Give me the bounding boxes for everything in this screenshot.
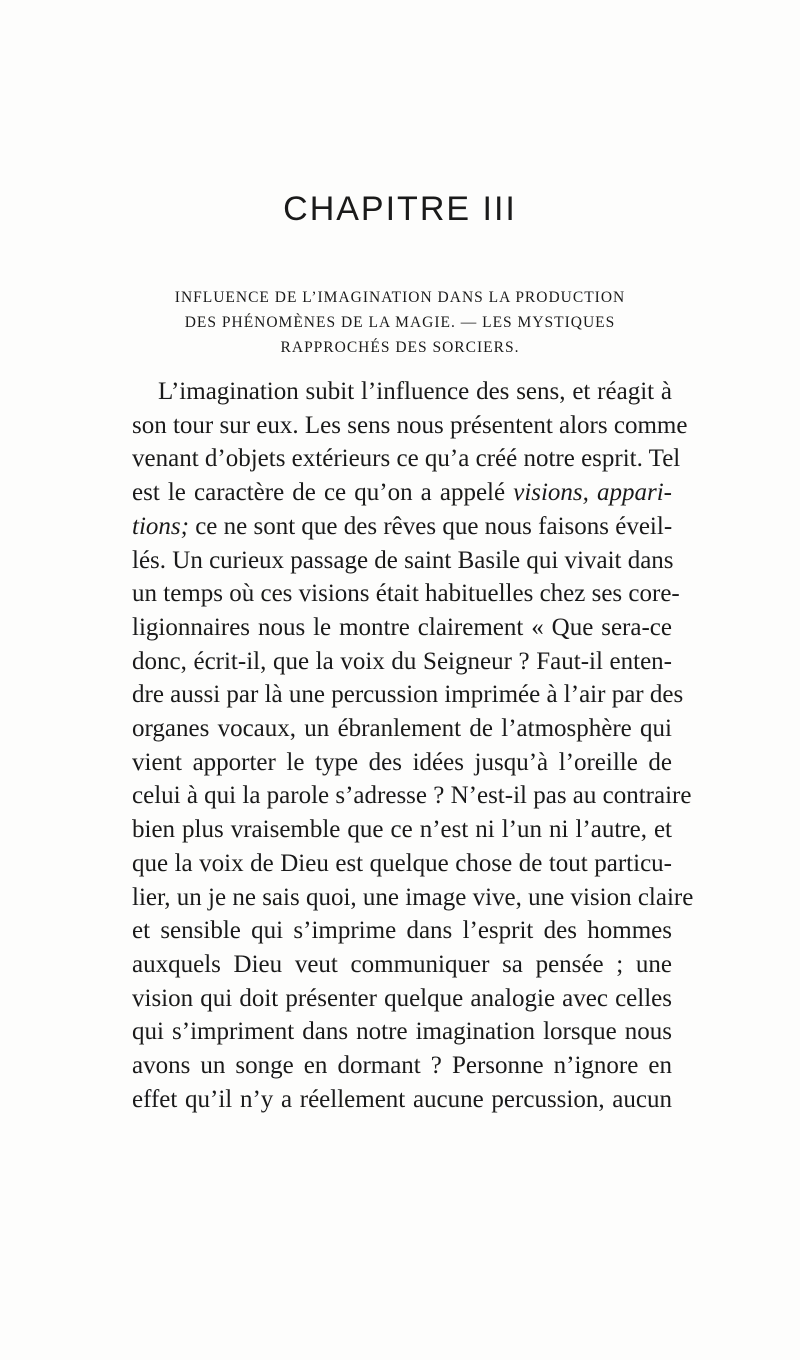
text-line-content: que la voix de Dieu est quelque chose de tout particu- [132,849,672,877]
text-line [132,712,672,746]
text-line [132,914,672,948]
text-line-content: auxquels Dieu veut communiquer sa pensée ; une [132,950,672,978]
text-line [132,948,672,982]
text-line-content: bien plus vraisemble que ce n’est ni l’un ni l’autre, et [132,816,672,844]
summary-line: RAPPROCHÉS DES SORCIERS. [280,339,520,356]
text-line [132,476,672,510]
text-line-content: L’imagination subit l’influence des sens, et réagit à [158,378,672,405]
text-line-content: vient apporter le type des idées jusqu’à l’oreille de [132,748,672,776]
text-line-content: organes vocaux, un ébranlement de l’atmosphère qui [132,715,672,743]
text-line [132,442,681,476]
text-line-content: qui s’impriment dans notre imagination lorsque nous [132,1018,672,1046]
text-line-content: ce ne sont que des rêves que nous faisons éveil- [188,512,673,540]
text-line [132,847,672,881]
body-paragraph [132,375,694,1116]
text-line [132,982,672,1016]
text-line [132,813,672,847]
text-line [132,1015,672,1049]
text-line-content: son tour sur eux. Les sens nous présentent alors comme [132,411,688,439]
text-line-content: et sensible qui s’imprime dans l’esprit des hommes [132,917,672,945]
text-line-content: venant d’objets extérieurs ce qu’a créé notre esprit. Tel [132,445,681,473]
text-line [132,544,672,578]
italic-term: visions, appari- [513,479,673,507]
text-line [132,409,688,443]
text-line [132,881,694,915]
text-line-content: lés. Un curieux passage de saint Basile qui vivait dans [132,546,674,574]
text-line-content: celui à qui la parole s’adresse ? N’est-il pas au contraire [132,782,692,810]
text-line [132,678,684,712]
text-line [132,746,672,780]
text-line-content: un temps où ces visions était habituelles chez ses core- [132,580,680,608]
text-line-content: effet qu’il n’y a réellement aucune percussion, aucun [132,1085,672,1113]
chapter-summary [60,285,740,360]
italic-term: tions; [132,512,189,540]
text-line-content: vision qui doit présenter quelque analogie avec celles [132,984,672,1012]
text-line-content: lier, un je ne sais quoi, une image vive, une vision claire [132,883,694,911]
text-line [132,1083,672,1117]
text-line [132,779,692,813]
text-line [132,1049,672,1083]
text-line-content: avons un songe en dormant ? Personne n’ignore en [132,1052,672,1080]
text-line [132,577,680,611]
summary-line: DES PHÉNOMÈNES DE LA MAGIE. — LES MYSTIQUES [184,314,616,331]
text-line-content: donc, écrit-il, que la voix du Seigneur ? Faut-il enten- [132,647,672,675]
text-line [132,645,672,679]
text-line-content: ligionnaires nous le montre clairement « Que sera-ce [132,613,672,641]
text-line [132,375,672,409]
text-line-content: est le caractère de ce qu’on a appelé [132,479,506,507]
chapter-title: CHAPITRE III [283,190,517,228]
text-line-content: dre aussi par là une percussion imprimée à l’air par des [132,681,684,709]
text-line [132,510,672,544]
text-line [132,611,672,645]
summary-line: INFLUENCE DE L’IMAGINATION DANS LA PRODUCTION [174,289,626,306]
